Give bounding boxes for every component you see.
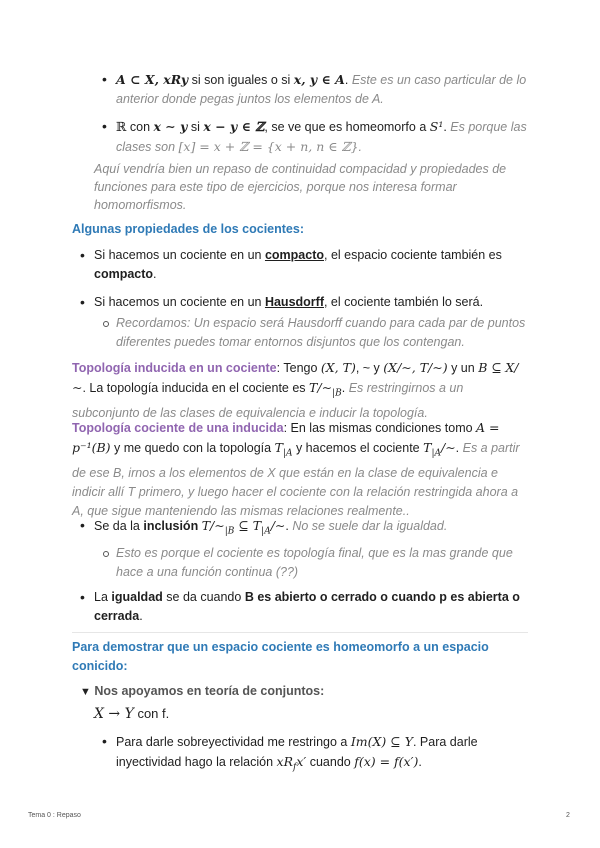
quotient-topology-paragraph <box>72 418 532 521</box>
text: Si hacemos un cociente en un <box>94 248 265 262</box>
math-expression: ⊆ T <box>234 518 262 533</box>
math-expression: A = <box>476 420 500 435</box>
math-expression: x, y ∈ A <box>293 72 345 87</box>
math-subscript: |A <box>261 526 271 537</box>
gray-note: Este es un caso particular de lo anterior donde pegas juntos los elementos de A. <box>116 73 527 106</box>
text: . <box>153 267 157 281</box>
purple-heading: Topología inducida en un cociente <box>72 361 277 375</box>
sub-list-item: Recordamos: Un espacio será Hausdorff cuando para cada par de puntos diferentes puedes tomar entornos disjuntos que los contengan. <box>116 314 526 352</box>
list-item <box>94 588 524 626</box>
list-item <box>116 117 536 157</box>
text: . <box>341 381 349 395</box>
text: y un <box>447 361 479 375</box>
equality-list <box>94 588 524 626</box>
toggle-label: Nos apoyamos en teoría de conjuntos: <box>94 684 325 698</box>
text: Para darle sobreyectividad me restringo a <box>116 735 351 749</box>
math-expression: X/∼ <box>72 360 519 395</box>
text: cuando <box>306 755 355 769</box>
bold-text: inclusión <box>143 519 199 533</box>
list-item <box>94 246 524 284</box>
text: Se da la <box>94 519 144 533</box>
text: y me quedo con la topología <box>110 441 275 455</box>
text: : Tengo <box>276 361 321 375</box>
list-item <box>116 732 516 778</box>
list-item <box>94 516 524 542</box>
map-line <box>94 706 494 722</box>
math-subscript: |B <box>332 388 342 399</box>
text: . <box>139 609 143 623</box>
text: . La topología inducida en el cociente es <box>82 381 310 395</box>
text: , el espacio cociente también es <box>324 248 502 262</box>
math-subscript: f <box>293 762 297 773</box>
text: y hacemos el cociente <box>292 441 424 455</box>
text: , ~ y <box>355 361 384 375</box>
bold-text: igualdad <box>111 590 163 604</box>
props-list <box>94 246 524 312</box>
section-heading: Algunas propiedades de los cocientes: <box>72 222 305 236</box>
math-expression: x ∼ y <box>153 119 188 134</box>
section-heading: Para demostrar que un espacio cociente es homeomorfo a un espacio conicido: <box>72 640 489 673</box>
math-expression: (X/∼, T/∼) <box>383 360 448 375</box>
math-expression: f(x) = f(x′) <box>354 754 419 769</box>
gray-note: de ese B, irnos a los elementos de X que están en la clase de equivalencia e indicir <box>72 465 498 499</box>
text: . <box>344 73 352 87</box>
text: : En las mismas condiciones tomo <box>283 421 477 435</box>
divider <box>72 632 528 633</box>
gray-note: Es a partir <box>462 441 520 455</box>
top-list <box>116 70 536 157</box>
math-expression: /∼ <box>440 440 456 455</box>
math-expression: x − y ∈ ℤ <box>203 119 265 134</box>
gray-note: Es restringirnos a un subconjunto de las clases de equivalencia e inducir la topología. <box>72 381 464 420</box>
text: si son iguales o si <box>188 73 294 87</box>
math-expression: Im(X) ⊆ Y <box>350 734 413 749</box>
text: con <box>126 120 154 134</box>
gray-note: No se suele dar la igualdad. <box>292 519 448 533</box>
gray-note: sigue manteniendo las mismas relaciones realmente.. <box>111 503 410 518</box>
math-subscript: |A <box>431 448 441 459</box>
math-expression: /∼ <box>270 518 286 533</box>
gray-note: Es porque las clases son <box>116 120 527 154</box>
text: Si hacemos un cociente en un <box>94 295 265 309</box>
math-expression: [x] = x + ℤ = {x + n, n ∈ ℤ} <box>178 139 359 154</box>
toggle-block[interactable] <box>80 684 520 698</box>
math-expression: T/∼ <box>201 518 225 533</box>
math-subscript: |A <box>282 448 293 459</box>
text: . <box>418 755 422 769</box>
math-expression: T/∼ <box>309 380 333 395</box>
bold-text: compacto <box>94 267 154 281</box>
math-expression: (X, T) <box>320 360 356 375</box>
text: . Para darle inyectividad hago la relación <box>116 735 478 769</box>
math-subscript: |B <box>224 526 235 537</box>
sub-list-item: Esto es porque el cociente es topología final, que es la mas grande que hace a una función continua (??) <box>116 544 526 582</box>
induced-topology-paragraph <box>72 358 532 423</box>
list-item <box>94 293 524 312</box>
inclusion-list <box>94 516 524 542</box>
math-expression: xR <box>276 754 293 769</box>
gray-note: allí T primero, y luego hacer el cociente con la relación restringida ahora a A, que <box>72 484 519 518</box>
math-expression: S¹ <box>429 119 444 134</box>
footer-title: Tema 0 : Repaso <box>28 812 81 819</box>
gray-note: . <box>358 140 363 154</box>
inclusion-sublist <box>116 544 526 582</box>
text: con f. <box>133 706 170 721</box>
purple-heading: Topología cociente de una inducida <box>72 421 284 435</box>
link-compacto[interactable]: compacto <box>264 248 324 262</box>
math-expression: T <box>423 440 432 455</box>
props-sublist <box>116 314 526 352</box>
math-expression: A ⊂ X, xRy <box>116 72 189 87</box>
list-item <box>116 70 536 109</box>
italic-note: Aquí vendría bien un repaso de continuidad compacidad y propiedades de funciones para este tipo de ejercicios, porque nos interesa formar homomorfismos. <box>94 162 507 212</box>
link-hausdorff[interactable]: Hausdorff <box>264 295 324 309</box>
text: . <box>455 441 463 455</box>
page-number: 2 <box>566 812 570 819</box>
text: , el cociente también lo será. <box>323 295 484 309</box>
math-expression: X → Y <box>94 706 134 722</box>
text: , se ve que es homeomorfo a <box>264 120 430 134</box>
toggle-arrow-icon[interactable]: ▼ <box>80 686 91 698</box>
text: se da cuando <box>162 590 245 604</box>
bottom-list <box>116 732 516 778</box>
text: . <box>443 120 451 134</box>
math-expression: B ⊆ <box>478 360 502 375</box>
bold-text: B es abierto o cerrado o cuando p es abierta o cerrada <box>94 590 520 623</box>
text: si <box>187 120 204 134</box>
math-expression: T <box>274 440 283 455</box>
text: . <box>285 519 293 533</box>
math-expression: p⁻¹(B) <box>72 440 111 455</box>
text: La <box>94 590 112 604</box>
math-expression: ℝ <box>116 119 127 134</box>
math-expression: x′ <box>296 754 307 769</box>
